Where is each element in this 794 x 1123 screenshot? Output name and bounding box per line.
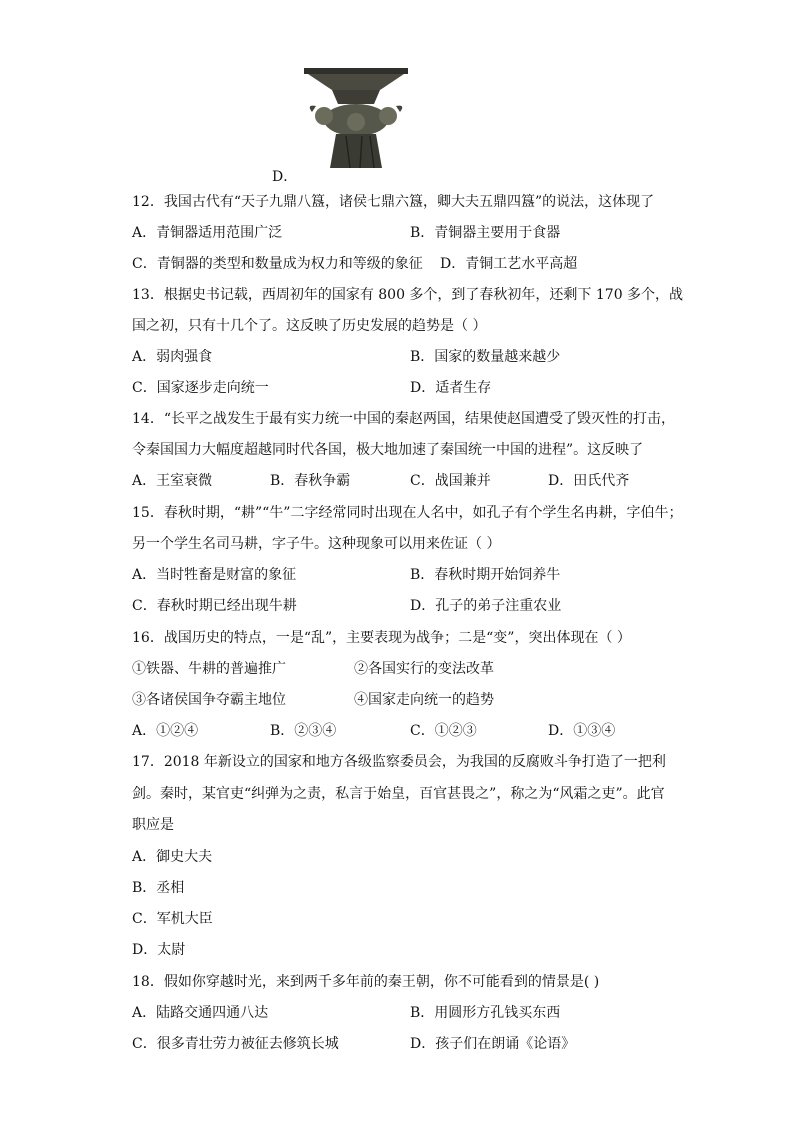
q12-option-c[interactable]: C．青铜器的类型和数量成为权力和等级的象征 (132, 256, 423, 272)
q15-option-b[interactable]: B．春秋时期开始饲养牛 (410, 567, 561, 583)
q16-stem: 16．战国历史的特点，一是“乱”，主要表现为战争；二是“变”，突出体现在（ ） (132, 630, 631, 646)
q12-option-a[interactable]: A．青铜器适用范围广泛 (132, 225, 283, 241)
q17-option-a[interactable]: A．御史大夫 (132, 849, 213, 865)
q15-option-c[interactable]: C．春秋时期已经出现牛耕 (132, 598, 297, 614)
q13-option-a[interactable]: A．弱肉强食 (132, 349, 213, 365)
q16-option-d[interactable]: D．①③④ (548, 723, 616, 739)
q14-option-d[interactable]: D．田氏代齐 (548, 473, 630, 489)
q18-option-c[interactable]: C．很多青壮劳力被征去修筑长城 (132, 1036, 339, 1052)
figure-option-label: D． (272, 169, 298, 185)
q14-stem-line1: 14．“长平之战发生于最有实力统一中国的秦赵两国，结果使赵国遭受了毁灭性的打击， (132, 411, 675, 427)
q17-stem-line2: 剑。秦时，某官吏“纠弹为之责，私言于始皇，百官甚畏之”，称之为“风霜之吏”。此官 (132, 786, 665, 802)
q14-option-b[interactable]: B．春秋争霸 (270, 473, 351, 489)
bronze-zun-vessel-icon (298, 64, 414, 176)
q13-option-b[interactable]: B．国家的数量越来越少 (410, 349, 561, 365)
q13-stem-line1: 13．根据史书记载，西周初年的国家有 800 多个，到了春秋初年，还剩下 170 多个，战 (132, 287, 684, 303)
q15-option-a[interactable]: A．当时牲畜是财富的象征 (132, 567, 297, 583)
q12-option-d[interactable]: D．青铜工艺水平高超 (440, 256, 578, 272)
q15-stem-line1: 15．春秋时期，“耕”“牛”二字经常同时出现在人名中，如孔子有个学生名冉耕，字伯牛； (132, 505, 683, 521)
q17-option-c[interactable]: C．军机大臣 (132, 911, 213, 927)
q15-option-d[interactable]: D．孔子的弟子注重农业 (410, 598, 562, 614)
q16-option-b[interactable]: B．②③④ (270, 723, 337, 739)
q17-option-d[interactable]: D．太尉 (132, 942, 186, 958)
q17-stem-line1: 17．2018 年新设立的国家和地方各级监察委员会，为我国的反腐败斗争打造了一把利 (132, 754, 666, 770)
q13-option-d[interactable]: D．适者生存 (410, 380, 492, 396)
q12-option-b[interactable]: B．青铜器主要用于食器 (410, 225, 561, 241)
q16-item-3: ③各诸侯国争夺霸主地位 (132, 692, 286, 708)
q13-stem-line2: 国之初，只有十几个了。这反映了历史发展的趋势是（ ） (132, 318, 487, 334)
q14-stem-line2: 令秦国国力大幅度超越同时代各国，极大地加速了秦国统一中国的进程”。这反映了 (132, 442, 644, 458)
q18-option-a[interactable]: A．陆路交通四通八达 (132, 1005, 269, 1021)
q14-option-c[interactable]: C．战国兼并 (410, 473, 491, 489)
q14-option-a[interactable]: A．王室衰微 (132, 473, 213, 489)
q15-stem-line2: 另一个学生名司马耕，字子牛。这种现象可以用来佐证（ ） (132, 536, 501, 552)
q13-option-c[interactable]: C．国家逐步走向统一 (132, 380, 269, 396)
q17-option-b[interactable]: B．丞相 (132, 880, 185, 896)
q17-stem-line3: 职应是 (132, 817, 174, 833)
q16-option-a[interactable]: A．①②④ (132, 723, 199, 739)
q18-option-d[interactable]: D．孩子们在朗诵《论语》 (410, 1036, 576, 1052)
q16-item-1: ①铁器、牛耕的普遍推广 (132, 661, 286, 677)
q18-option-b[interactable]: B．用圆形方孔钱买东西 (410, 1005, 561, 1021)
q18-stem: 18．假如你穿越时光，来到两千多年前的秦王朝，你不可能看到的情景是( ) (132, 974, 600, 990)
q16-item-2: ②各国实行的变法改革 (354, 661, 494, 677)
q12-stem: 12．我国古代有“天子九鼎八簋，诸侯七鼎六簋，卿大夫五鼎四簋”的说法，这体现了 (132, 194, 655, 210)
q16-item-4: ④国家走向统一的趋势 (354, 692, 494, 708)
q16-option-c[interactable]: C．①②③ (410, 723, 477, 739)
